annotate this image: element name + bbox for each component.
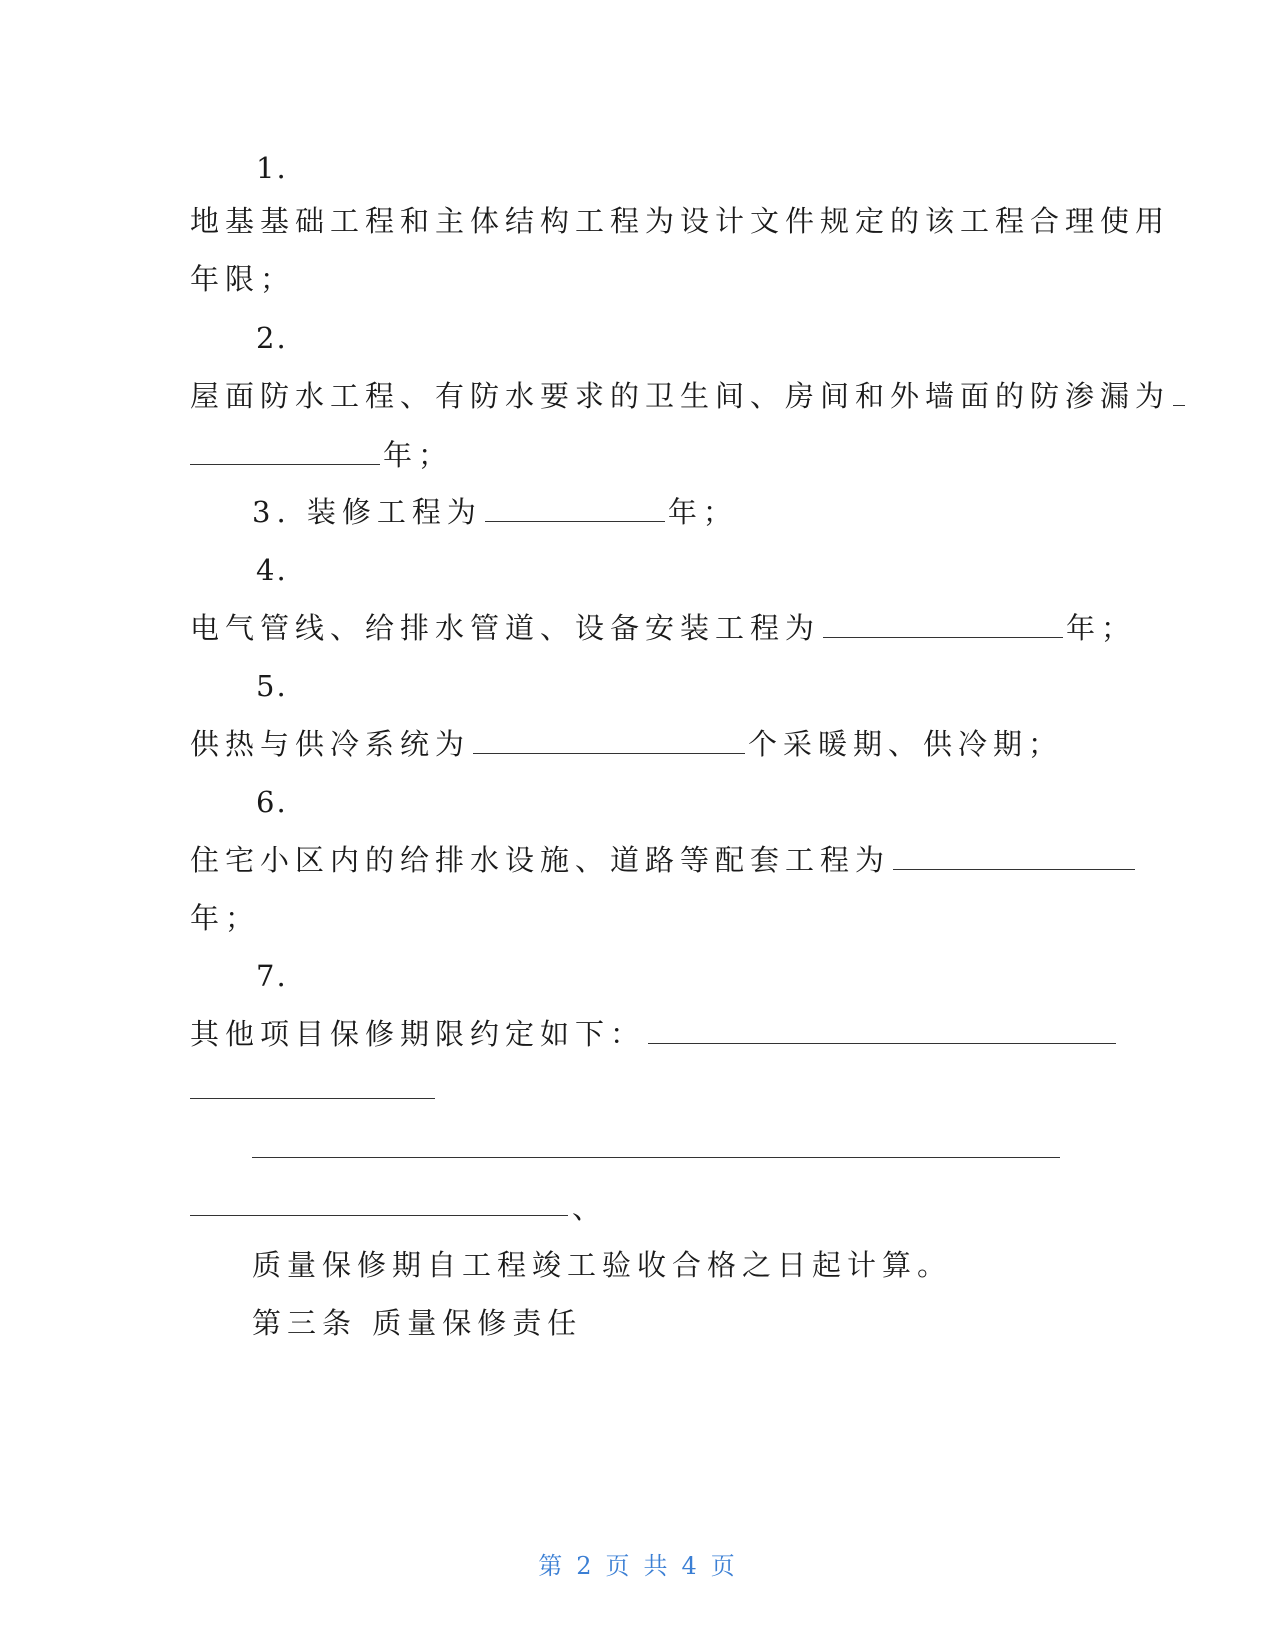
blank-line [485,497,665,522]
blank-line [252,1157,1060,1158]
item-2-suffix: 年； [383,438,454,472]
item-4-text [190,610,1136,646]
item-6-label: 住宅小区内的给排水设施、道路等配套工程为 [190,843,891,877]
item-number-2: 2. [256,321,288,355]
item-number-7: 7. [256,959,288,993]
blank-line [893,845,1135,870]
footer-gong: 共 [643,1552,670,1580]
blank-line [648,1019,1116,1044]
item-5-suffix: 个采暖期、供冷期； [748,727,1064,761]
blank-line [190,1215,568,1216]
blank-line [473,729,745,754]
item-7-label: 其他项目保修期限约定如下： [190,1017,646,1051]
item-number-4: 4. [256,553,288,587]
item-2-label: 屋面防水工程、有防水要求的卫生间、房间和外墙面的防渗漏为 [190,379,1171,413]
blank-line [190,1098,435,1099]
item-3-label: 3. 装修工程为 [252,495,482,529]
item-number-5: 5. [256,669,288,703]
item-7-text [190,1016,1119,1052]
item-5-label: 供热与供冷系统为 [190,727,471,761]
page-footer [0,1546,1275,1581]
item-3-suffix: 年； [667,495,738,529]
item-6-text [190,842,1138,878]
enumeration-comma: 、 [572,1191,608,1225]
blank-line [823,613,1063,638]
item-4-label: 电气管线、给排水管道、设备安装工程为 [190,611,821,645]
footer-page-number: 2 [576,1552,594,1580]
section-heading: 第三条 质量保修责任 [252,1306,583,1340]
blank-line [190,440,380,465]
item-number-6: 6. [256,785,288,819]
footer-total-pages: 4 [681,1552,699,1580]
item-number-1: 1. [256,151,288,185]
item-4-suffix: 年； [1066,611,1137,645]
item-3-text [252,494,738,530]
item-1-text: 地基基础工程和主体结构工程为设计文件规定的该工程合理使用 [190,204,1171,238]
blank-line [1173,381,1185,406]
footer-ye: 页 [605,1552,632,1580]
footer-di: 第 [538,1552,565,1580]
item-6-text-cont: 年； [190,901,261,935]
item-2-text-cont [190,437,453,473]
footer-ye2: 页 [710,1552,737,1580]
paragraph-warranty-start: 质量保修期自工程竣工验收合格之日起计算。 [252,1248,953,1282]
item-5-text [190,726,1063,762]
item-1-text-cont: 年限； [190,262,296,296]
item-2-text [190,378,1188,414]
